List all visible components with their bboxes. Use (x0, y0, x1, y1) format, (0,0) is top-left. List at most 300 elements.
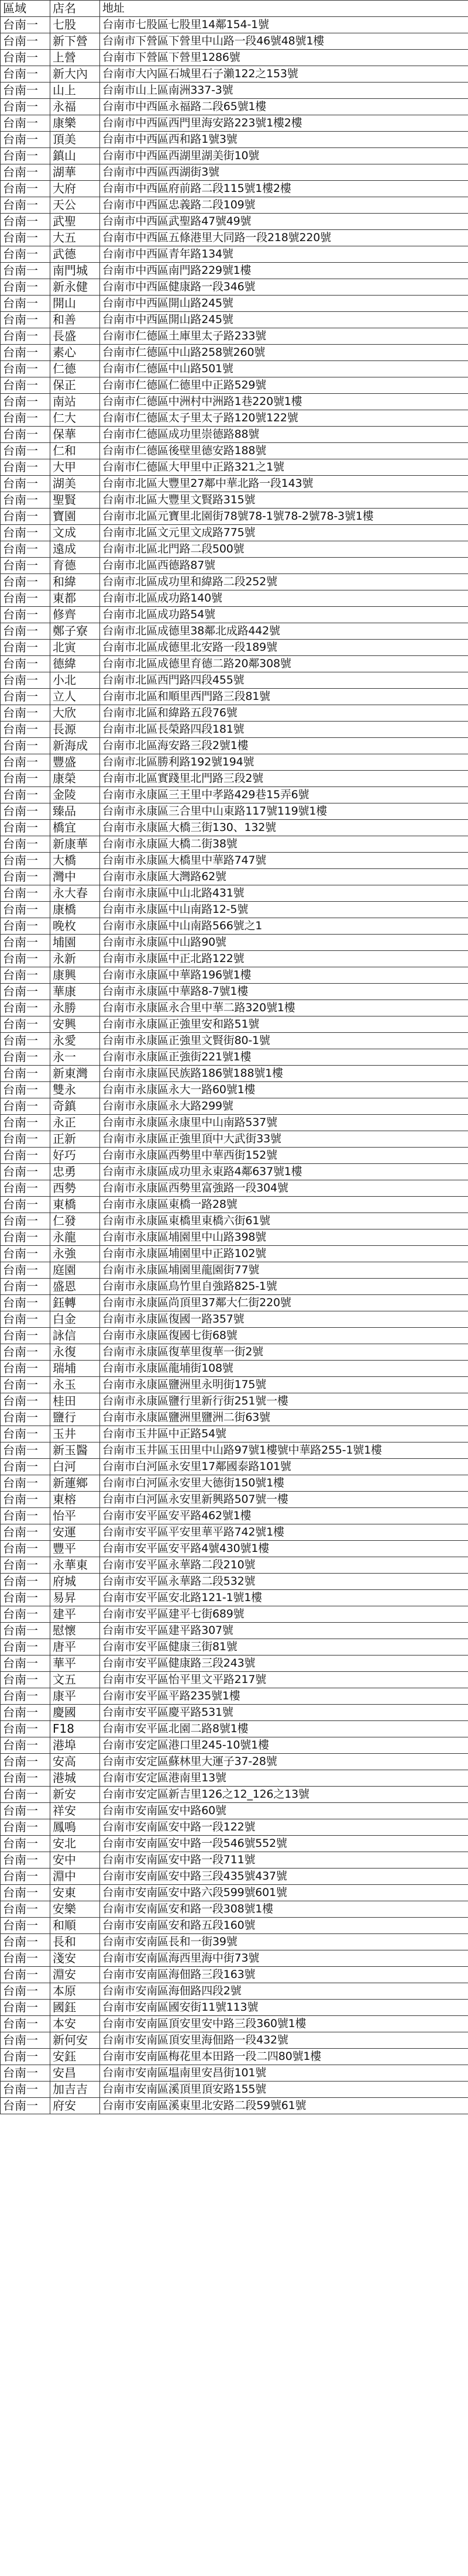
cell-address: 台南市安平區建平路307號 (100, 1623, 468, 1639)
cell-store-name: 立人 (50, 689, 100, 705)
table-row (1, 1492, 468, 1508)
cell-address: 台南市永康區龍埔街108號 (100, 1361, 468, 1377)
table-row (1, 83, 468, 99)
cell-address: 台南市永康區正強里頂中大武街33號 (100, 1131, 468, 1148)
cell-store-name: 永強 (50, 1246, 100, 1262)
table-row (1, 1901, 468, 1918)
cell-address: 台南市安南區頂安里海佃路一段432號 (100, 2032, 468, 2049)
cell-store-name: 晚枚 (50, 918, 100, 935)
cell-region: 台南一 (1, 1770, 50, 1787)
cell-address: 台南市永康區中山路90號 (100, 935, 468, 951)
table-row (1, 574, 468, 590)
cell-store-name: 永復 (50, 1344, 100, 1361)
cell-region: 台南一 (1, 607, 50, 623)
cell-store-name: 安北 (50, 1836, 100, 1852)
cell-address: 台南市北區長榮路四段181號 (100, 722, 468, 738)
cell-region: 台南一 (1, 312, 50, 328)
cell-address: 台南市中西區五條港里大同路一段218號220號 (100, 230, 468, 246)
cell-address: 台南市安南區國安街11號113號 (100, 2000, 468, 2016)
cell-store-name: 大府 (50, 181, 100, 197)
cell-store-name: 育德 (50, 558, 100, 574)
table-row (1, 640, 468, 656)
cell-address: 台南市安南區海西里海中街73號 (100, 1950, 468, 1967)
cell-region: 台南一 (1, 1377, 50, 1393)
cell-region: 台南一 (1, 541, 50, 558)
table-row (1, 902, 468, 918)
cell-region: 台南一 (1, 1475, 50, 1492)
cell-region: 台南一 (1, 1869, 50, 1885)
cell-address: 台南市中西區開山路245號 (100, 296, 468, 312)
table-row (1, 443, 468, 459)
table-row (1, 820, 468, 836)
cell-address: 台南市永康區永大路299號 (100, 1098, 468, 1115)
cell-region: 台南一 (1, 83, 50, 99)
cell-region: 台南一 (1, 1000, 50, 1016)
table-row (1, 1508, 468, 1524)
cell-address: 台南市安平區北園二路8號1樓 (100, 1721, 468, 1737)
cell-region: 台南一 (1, 967, 50, 984)
cell-address: 台南市永康區東橋一路28號 (100, 1197, 468, 1213)
cell-address: 台南市永康區鹽洲里永明街175號 (100, 1377, 468, 1393)
cell-store-name: 康樂 (50, 115, 100, 132)
cell-region: 台南一 (1, 1426, 50, 1442)
cell-region: 台南一 (1, 476, 50, 492)
table-row (1, 1574, 468, 1590)
cell-address: 台南市白河區永安里大德街150號1樓 (100, 1475, 468, 1492)
cell-store-name: 修齊 (50, 607, 100, 623)
cell-address: 台南市安南區安中路一段711號 (100, 1852, 468, 1869)
table-row (1, 558, 468, 574)
cell-region: 台南一 (1, 1803, 50, 1819)
cell-store-name: 康平 (50, 1688, 100, 1705)
table-row (1, 1213, 468, 1229)
cell-address: 台南市永康區中山北路431號 (100, 885, 468, 902)
cell-address: 台南市安定區蘇林里大運子37-28號 (100, 1754, 468, 1770)
table-row (1, 1557, 468, 1574)
cell-address: 台南市永康區成功里永東路4鄰637號1樓 (100, 1164, 468, 1180)
cell-address: 台南市北區成功路140號 (100, 590, 468, 607)
cell-address: 台南市永康區西勢里富強路一段304號 (100, 1180, 468, 1197)
table-row (1, 1885, 468, 1901)
cell-region: 台南一 (1, 820, 50, 836)
cell-region: 台南一 (1, 1492, 50, 1508)
cell-address: 台南市北區和順里西門路三段81號 (100, 689, 468, 705)
table-row (1, 1033, 468, 1049)
table-row (1, 1721, 468, 1737)
cell-store-name: 長和 (50, 1934, 100, 1950)
cell-address: 台南市大內區石城里石子瀨122之153號 (100, 66, 468, 83)
table-row (1, 1246, 468, 1262)
cell-store-name: 東榕 (50, 1492, 100, 1508)
cell-region: 台南一 (1, 1311, 50, 1328)
cell-region: 台南一 (1, 1131, 50, 1148)
cell-address: 台南市北區大豐里27鄰中華北路一段143號 (100, 476, 468, 492)
table-row (1, 33, 468, 50)
cell-region: 台南一 (1, 1098, 50, 1115)
table-row (1, 214, 468, 230)
table-row (1, 1180, 468, 1197)
table-row (1, 345, 468, 361)
cell-region: 台南一 (1, 1410, 50, 1426)
cell-address: 台南市安平區平路235號1樓 (100, 1688, 468, 1705)
cell-store-name: 七股 (50, 17, 100, 33)
cell-address: 台南市安平區健康三街81號 (100, 1639, 468, 1655)
cell-address: 台南市安平區永華路二段532號 (100, 1574, 468, 1590)
table-row (1, 1311, 468, 1328)
cell-address: 台南市北區北門路二段500號 (100, 541, 468, 558)
cell-store-name: 奇鎮 (50, 1098, 100, 1115)
cell-region: 台南一 (1, 1213, 50, 1229)
cell-region: 台南一 (1, 1590, 50, 1606)
cell-region: 台南一 (1, 197, 50, 214)
cell-store-name: 和善 (50, 312, 100, 328)
cell-store-name: 忠勇 (50, 1164, 100, 1180)
cell-address: 台南市中西區西和路1號3號 (100, 132, 468, 148)
cell-address: 台南市中西區忠義路二段109號 (100, 197, 468, 214)
table-row (1, 1524, 468, 1541)
table-row (1, 50, 468, 66)
cell-region: 台南一 (1, 509, 50, 525)
table-row (1, 967, 468, 984)
cell-address: 台南市永康區復國七街68號 (100, 1328, 468, 1344)
cell-store-name: 開山 (50, 296, 100, 312)
cell-region: 台南一 (1, 246, 50, 263)
cell-address: 台南市安平區平安里華平路742號1樓 (100, 1524, 468, 1541)
cell-store-name: 大五 (50, 230, 100, 246)
cell-address: 台南市中西區府前路二段115號1樓2樓 (100, 181, 468, 197)
table-row (1, 328, 468, 345)
cell-store-name: 素心 (50, 345, 100, 361)
table-row (1, 394, 468, 410)
cell-store-name: 安昌 (50, 2065, 100, 2082)
cell-region: 台南一 (1, 1819, 50, 1836)
cell-store-name: 新永健 (50, 279, 100, 296)
cell-store-name: 和順 (50, 1918, 100, 1934)
cell-address: 台南市永康區復國一路357號 (100, 1311, 468, 1328)
cell-store-name: 山上 (50, 83, 100, 99)
cell-address: 台南市安平區建平七街689號 (100, 1606, 468, 1623)
cell-address: 台南市安定區港口里245-10號1樓 (100, 1737, 468, 1754)
cell-region: 台南一 (1, 1016, 50, 1033)
cell-store-name: 文成 (50, 525, 100, 541)
cell-store-name: 唐平 (50, 1639, 100, 1655)
cell-region: 台南一 (1, 1066, 50, 1082)
table-row (1, 1639, 468, 1655)
table-row (1, 459, 468, 476)
cell-store-name: 正新 (50, 1131, 100, 1148)
cell-address: 台南市永康區永合里中華二路320號1樓 (100, 1000, 468, 1016)
cell-address: 台南市北區和緯路五段76號 (100, 705, 468, 722)
cell-address: 台南市安南區塭南里安昌街101號 (100, 2065, 468, 2082)
cell-region: 台南一 (1, 1574, 50, 1590)
cell-address: 台南市安平區安北路121-1號1樓 (100, 1590, 468, 1606)
cell-address: 台南市中西區永福路二段65號1樓 (100, 99, 468, 115)
cell-store-name: 安東 (50, 1885, 100, 1901)
table-row (1, 1688, 468, 1705)
cell-store-name: 天公 (50, 197, 100, 214)
cell-store-name: 北寅 (50, 640, 100, 656)
cell-store-name: 頂美 (50, 132, 100, 148)
table-row (1, 197, 468, 214)
cell-store-name: 建平 (50, 1606, 100, 1623)
cell-region: 台南一 (1, 902, 50, 918)
cell-region: 台南一 (1, 492, 50, 509)
cell-store-name: 仁德 (50, 361, 100, 377)
cell-region: 台南一 (1, 1197, 50, 1213)
cell-region: 台南一 (1, 853, 50, 869)
cell-address: 台南市永康區正強街221號1樓 (100, 1049, 468, 1066)
table-row (1, 1410, 468, 1426)
cell-region: 台南一 (1, 771, 50, 787)
table-row (1, 672, 468, 689)
header-address: 地址 (100, 1, 468, 17)
cell-store-name: 加吉吉 (50, 2082, 100, 2098)
cell-address: 台南市北區元寶里北園街78號78-1號78-2號78-3號1樓 (100, 509, 468, 525)
cell-address: 台南市中西區西門里海安路223號1樓2樓 (100, 115, 468, 132)
table-row (1, 1836, 468, 1852)
cell-address: 台南市永康區永康里中山南路537號 (100, 1115, 468, 1131)
cell-address: 台南市下營區下營里1286號 (100, 50, 468, 66)
cell-store-name: 新何安 (50, 2032, 100, 2049)
table-row (1, 1131, 468, 1148)
cell-store-name: 仁發 (50, 1213, 100, 1229)
cell-region: 台南一 (1, 885, 50, 902)
table-row (1, 509, 468, 525)
cell-store-name: 安運 (50, 1524, 100, 1541)
cell-region: 台南一 (1, 1180, 50, 1197)
cell-address: 台南市永康區中正北路122號 (100, 951, 468, 967)
cell-store-name: 仁大 (50, 410, 100, 427)
cell-address: 台南市中西區南門路229號1樓 (100, 263, 468, 279)
table-row (1, 869, 468, 885)
cell-address: 台南市安南區海佃路四段2號 (100, 1983, 468, 2000)
cell-region: 台南一 (1, 1082, 50, 1098)
cell-address: 台南市北區西德路87號 (100, 558, 468, 574)
cell-address: 台南市仁德區中洲村中洲路1巷220號1樓 (100, 394, 468, 410)
cell-store-name: 新大內 (50, 66, 100, 83)
cell-region: 台南一 (1, 787, 50, 803)
table-row (1, 17, 468, 33)
cell-address: 台南市中西區西湖街3號 (100, 164, 468, 181)
cell-store-name: 永玉 (50, 1377, 100, 1393)
cell-store-name: 湖美 (50, 476, 100, 492)
cell-address: 台南市永康區尚頂里37鄰大仁街220號 (100, 1295, 468, 1311)
cell-address: 台南市安南區溪頂里頂安路155號 (100, 2082, 468, 2098)
cell-region: 台南一 (1, 1606, 50, 1623)
cell-region: 台南一 (1, 558, 50, 574)
cell-store-name: 豐盛 (50, 754, 100, 771)
cell-region: 台南一 (1, 2049, 50, 2065)
cell-store-name: 長盛 (50, 328, 100, 345)
table-row (1, 787, 468, 803)
cell-address: 台南市安平區永華路二段210號 (100, 1557, 468, 1574)
table-row (1, 2016, 468, 2032)
cell-address: 台南市安平區安平路462號1樓 (100, 1508, 468, 1524)
cell-store-name: 本安 (50, 2016, 100, 2032)
cell-address: 台南市北區成功里和緯路二段252號 (100, 574, 468, 590)
cell-address: 台南市永康區正強里文賢街80-1號 (100, 1033, 468, 1049)
table-row (1, 1672, 468, 1688)
cell-address: 台南市永康區大灣路62號 (100, 869, 468, 885)
table-row (1, 1967, 468, 1983)
cell-store-name: 盛恩 (50, 1279, 100, 1295)
table-row (1, 1049, 468, 1066)
table-row (1, 738, 468, 754)
cell-region: 台南一 (1, 1754, 50, 1770)
cell-store-name: 永新 (50, 951, 100, 967)
table-row (1, 771, 468, 787)
cell-store-name: 新蓮鄉 (50, 1475, 100, 1492)
cell-store-name: 華康 (50, 984, 100, 1000)
cell-address: 台南市中西區武聖路47號49號 (100, 214, 468, 230)
cell-region: 台南一 (1, 590, 50, 607)
cell-region: 台南一 (1, 148, 50, 164)
cell-store-name: 永一 (50, 1049, 100, 1066)
cell-store-name: F18 (50, 1721, 100, 1737)
cell-store-name: 武聖 (50, 214, 100, 230)
table-row (1, 1393, 468, 1410)
table-row (1, 541, 468, 558)
table-row (1, 2098, 468, 2114)
table-row (1, 1918, 468, 1934)
table-row (1, 1934, 468, 1950)
table-row (1, 2049, 468, 2065)
table-row (1, 2000, 468, 2016)
cell-store-name: 淺安 (50, 1950, 100, 1967)
cell-store-name: 小北 (50, 672, 100, 689)
cell-address: 台南市北區大豐里文賢路315號 (100, 492, 468, 509)
cell-region: 台南一 (1, 1836, 50, 1852)
cell-address: 台南市中西區健康路一段346號 (100, 279, 468, 296)
cell-address: 台南市安南區安和路五段160號 (100, 1918, 468, 1934)
cell-region: 台南一 (1, 1033, 50, 1049)
cell-store-name: 瑞埔 (50, 1361, 100, 1377)
cell-address: 台南市安南區海佃路三段163號 (100, 1967, 468, 1983)
cell-region: 台南一 (1, 984, 50, 1000)
cell-region: 台南一 (1, 361, 50, 377)
table-row (1, 361, 468, 377)
table-row (1, 918, 468, 935)
cell-address: 台南市永康區鹽行里新行街251號一樓 (100, 1393, 468, 1410)
cell-store-name: 大甲 (50, 459, 100, 476)
cell-store-name: 永龍 (50, 1229, 100, 1246)
cell-address: 台南市安南區安中路六段599號601號 (100, 1885, 468, 1901)
cell-region: 台南一 (1, 66, 50, 83)
cell-address: 台南市安平區安平路4號430號1樓 (100, 1541, 468, 1557)
table-row (1, 1590, 468, 1606)
table-row (1, 296, 468, 312)
cell-region: 台南一 (1, 279, 50, 296)
cell-region: 台南一 (1, 410, 50, 427)
cell-region: 台南一 (1, 214, 50, 230)
cell-store-name: 永愛 (50, 1033, 100, 1049)
header-row (1, 1, 468, 17)
header-store-name: 店名 (50, 1, 100, 17)
cell-store-name: 德緯 (50, 656, 100, 672)
cell-address: 台南市永康區鹽洲里鹽洲二街63號 (100, 1410, 468, 1426)
table-row (1, 525, 468, 541)
cell-region: 台南一 (1, 705, 50, 722)
cell-address: 台南市安南區溪東里北安路二段59號61號 (100, 2098, 468, 2114)
cell-store-name: 祥安 (50, 1803, 100, 1819)
cell-region: 台南一 (1, 230, 50, 246)
cell-region: 台南一 (1, 1983, 50, 2000)
cell-region: 台南一 (1, 1393, 50, 1410)
table-row (1, 1606, 468, 1623)
cell-region: 台南一 (1, 951, 50, 967)
cell-region: 台南一 (1, 296, 50, 312)
cell-address: 台南市永康區中山南路566號之1 (100, 918, 468, 935)
cell-address: 台南市安南區頂安里安中路三段360號1樓 (100, 2016, 468, 2032)
cell-store-name: 詠信 (50, 1328, 100, 1344)
cell-region: 台南一 (1, 181, 50, 197)
cell-store-name: 南站 (50, 394, 100, 410)
cell-address: 台南市中西區西湖里湖美街10號 (100, 148, 468, 164)
table-row (1, 1852, 468, 1869)
cell-region: 台南一 (1, 869, 50, 885)
cell-store-name: 康興 (50, 967, 100, 984)
cell-region: 台南一 (1, 2098, 50, 2114)
table-row (1, 1082, 468, 1098)
cell-address: 台南市永康區中山南路12-5號 (100, 902, 468, 918)
cell-store-name: 聖賢 (50, 492, 100, 509)
table-row (1, 1344, 468, 1361)
cell-store-name: 港城 (50, 1770, 100, 1787)
cell-store-name: 永勝 (50, 1000, 100, 1016)
cell-region: 台南一 (1, 1049, 50, 1066)
cell-store-name: 上營 (50, 50, 100, 66)
table-row (1, 377, 468, 394)
cell-region: 台南一 (1, 33, 50, 50)
cell-store-name: 鄭子寮 (50, 623, 100, 640)
cell-store-name: 金陵 (50, 787, 100, 803)
cell-store-name: 新海成 (50, 738, 100, 754)
table-row (1, 66, 468, 83)
cell-address: 台南市安平區慶平路531號 (100, 1705, 468, 1721)
table-row (1, 181, 468, 197)
cell-store-name: 鳳鳴 (50, 1819, 100, 1836)
table-row (1, 1148, 468, 1164)
cell-store-name: 遠成 (50, 541, 100, 558)
cell-store-name: 長源 (50, 722, 100, 738)
table-row (1, 1000, 468, 1016)
table-row (1, 656, 468, 672)
cell-address: 台南市仁德區大甲里中正路321之1號 (100, 459, 468, 476)
cell-store-name: 白河 (50, 1459, 100, 1475)
table-row (1, 1787, 468, 1803)
cell-store-name: 西勢 (50, 1180, 100, 1197)
cell-address: 台南市安平區健康路三段243號 (100, 1655, 468, 1672)
table-row (1, 2065, 468, 2082)
cell-store-name: 淵中 (50, 1869, 100, 1885)
table-row (1, 754, 468, 771)
cell-region: 台南一 (1, 1737, 50, 1754)
cell-region: 台南一 (1, 754, 50, 771)
cell-region: 台南一 (1, 1262, 50, 1279)
table-row (1, 263, 468, 279)
cell-address: 台南市仁德區成功里崇德路88號 (100, 427, 468, 443)
cell-store-name: 新玉醫 (50, 1442, 100, 1459)
cell-address: 台南市白河區永安里17鄰國泰路101號 (100, 1459, 468, 1475)
table-row (1, 689, 468, 705)
cell-store-name: 鈺轉 (50, 1295, 100, 1311)
cell-region: 台南一 (1, 1885, 50, 1901)
cell-store-name: 灣中 (50, 869, 100, 885)
cell-store-name: 國鈺 (50, 2000, 100, 2016)
cell-address: 台南市中西區開山路245號 (100, 312, 468, 328)
cell-store-name: 慰懷 (50, 1623, 100, 1639)
cell-address: 台南市永康區埔園里中山路398號 (100, 1229, 468, 1246)
